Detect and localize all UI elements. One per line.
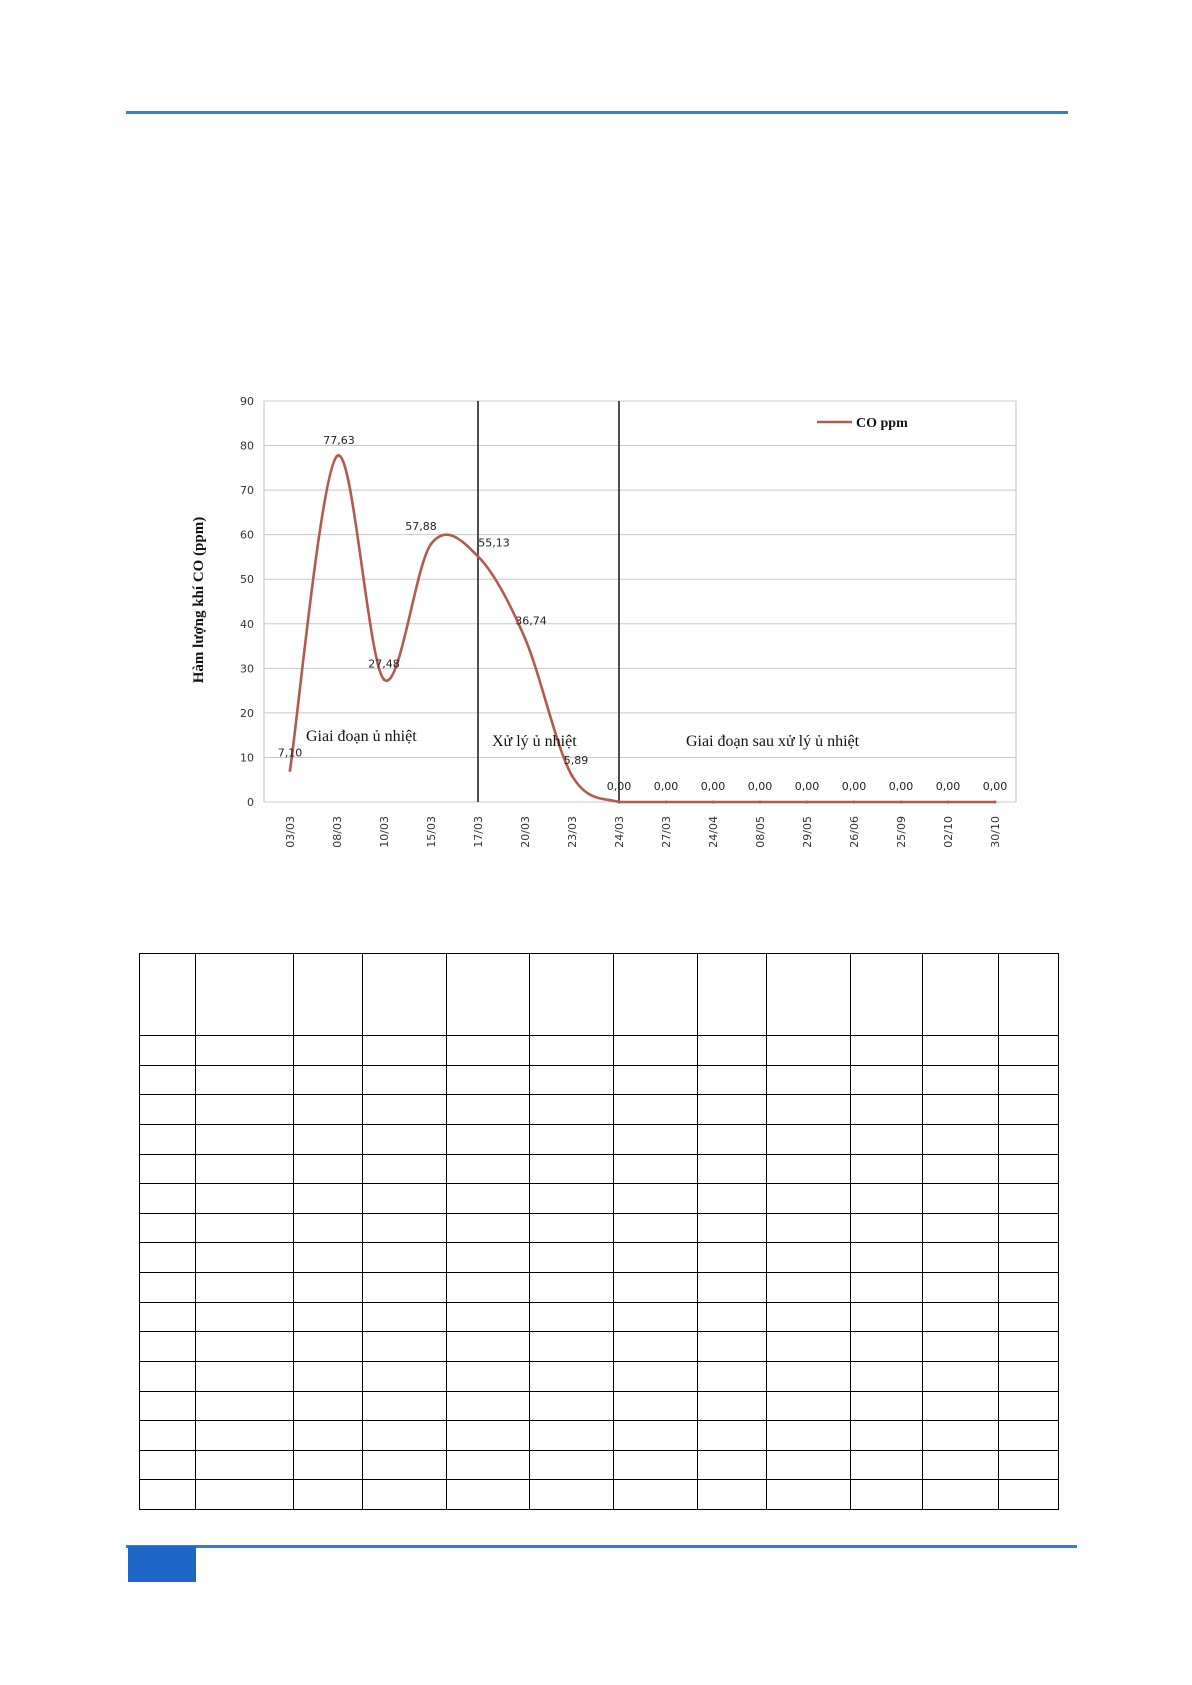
table-cell — [851, 1065, 923, 1095]
table-cell — [294, 1361, 363, 1391]
data-point — [994, 801, 997, 804]
table-cell — [530, 1095, 614, 1125]
x-tick-label: 08/05 — [754, 816, 767, 848]
y-tick-label: 50 — [240, 573, 254, 587]
table-cell — [447, 1065, 530, 1095]
table-cell — [363, 1273, 447, 1303]
table-cell — [530, 1184, 614, 1214]
table-cell — [447, 1095, 530, 1125]
x-tick-label: 08/03 — [331, 816, 344, 848]
table-cell — [767, 1184, 851, 1214]
data-label: 0,00 — [653, 780, 679, 793]
table-cell — [923, 1213, 999, 1243]
table-cell — [923, 1243, 999, 1273]
table-cell — [851, 1273, 923, 1303]
table-cell — [923, 1421, 999, 1451]
x-tick-label: 17/03 — [472, 816, 485, 848]
y-tick-label: 30 — [240, 662, 254, 676]
table-cell — [447, 1302, 530, 1332]
y-tick-label: 20 — [240, 706, 254, 720]
table-cell — [530, 1361, 614, 1391]
page-number-tab — [128, 1546, 196, 1582]
table-row — [140, 1124, 1059, 1154]
data-label: 0,00 — [606, 780, 632, 793]
table-cell — [923, 1302, 999, 1332]
x-tick-label: 25/09 — [895, 816, 908, 848]
table-cell — [530, 1243, 614, 1273]
table-cell — [851, 1095, 923, 1125]
series-line-co — [290, 455, 995, 802]
table-cell — [140, 1332, 196, 1362]
table-cell — [363, 1065, 447, 1095]
table-cell — [999, 1154, 1059, 1184]
table-cell — [363, 1124, 447, 1154]
table-cell — [447, 1213, 530, 1243]
legend-label: CO ppm — [856, 416, 908, 431]
table-cell — [447, 1273, 530, 1303]
table-row — [140, 1184, 1059, 1214]
data-point — [430, 543, 433, 546]
y-tick-label: 80 — [240, 439, 254, 453]
table-cell — [140, 1184, 196, 1214]
table-cell — [698, 1361, 767, 1391]
table-cell — [614, 1421, 698, 1451]
table-cell — [294, 1095, 363, 1125]
table-row — [140, 1391, 1059, 1421]
table-cell — [294, 1184, 363, 1214]
table-cell — [363, 1421, 447, 1451]
data-point — [571, 774, 574, 777]
table-row — [140, 1065, 1059, 1095]
table-row — [140, 1154, 1059, 1184]
x-tick-label: 03/03 — [284, 816, 297, 848]
table-cell — [999, 1480, 1059, 1510]
table-cell — [447, 1154, 530, 1184]
table-cell — [196, 1124, 294, 1154]
data-point — [947, 801, 950, 804]
table-row — [140, 1036, 1059, 1066]
table-cell — [698, 1421, 767, 1451]
table-cell — [614, 1243, 698, 1273]
table-cell — [140, 1036, 196, 1066]
table-cell — [851, 1124, 923, 1154]
table-cell — [851, 1154, 923, 1184]
table-cell — [294, 1302, 363, 1332]
table-cell — [851, 1243, 923, 1273]
table-cell — [530, 1421, 614, 1451]
table-cell — [363, 1154, 447, 1184]
table-cell — [999, 1450, 1059, 1480]
table-cell — [923, 1480, 999, 1510]
table-cell — [698, 1154, 767, 1184]
data-point — [477, 555, 480, 558]
table-cell — [698, 1243, 767, 1273]
table-cell — [923, 1036, 999, 1066]
data-label: 0,00 — [935, 780, 961, 793]
x-tick-label: 15/03 — [425, 816, 438, 848]
table-cell — [363, 1332, 447, 1362]
table-cell — [614, 1184, 698, 1214]
table-cell — [196, 1361, 294, 1391]
table-cell — [767, 1124, 851, 1154]
table-cell — [698, 1184, 767, 1214]
table-cell — [447, 1480, 530, 1510]
data-label: 7,10 — [277, 746, 303, 760]
table-cell — [447, 1036, 530, 1066]
table-cell — [294, 1391, 363, 1421]
table-cell — [363, 1036, 447, 1066]
table-cell — [196, 1065, 294, 1095]
table-cell — [614, 1332, 698, 1362]
phase-label-post-treatment: Giai đoạn sau xử lý ủ nhiệt — [686, 733, 860, 750]
table-cell — [999, 1302, 1059, 1332]
data-label: 0,00 — [747, 780, 773, 793]
table-cell — [614, 1273, 698, 1303]
data-label: 36,74 — [515, 614, 547, 628]
table-cell — [923, 1332, 999, 1362]
table-cell — [698, 1302, 767, 1332]
data-point — [853, 801, 856, 804]
table-cell — [196, 1036, 294, 1066]
table-row — [140, 1273, 1059, 1303]
table-cell — [999, 1065, 1059, 1095]
table-cell — [196, 1450, 294, 1480]
table-cell — [851, 1036, 923, 1066]
data-label: 77,63 — [323, 434, 355, 448]
table-cell — [851, 1213, 923, 1243]
table-cell — [447, 1450, 530, 1480]
data-label: 0,00 — [982, 780, 1008, 793]
x-tick-label: 30/10 — [989, 816, 1002, 848]
table-cell — [294, 1243, 363, 1273]
table-cell — [698, 1480, 767, 1510]
table-cell — [196, 1332, 294, 1362]
table-cell — [140, 1243, 196, 1273]
table-row — [140, 1480, 1059, 1510]
table-cell — [614, 1154, 698, 1184]
table-cell — [196, 1213, 294, 1243]
table-cell — [447, 1361, 530, 1391]
table-cell — [698, 1391, 767, 1421]
table-cell — [851, 1480, 923, 1510]
data-point — [712, 801, 715, 804]
table-cell — [140, 1391, 196, 1421]
table-cell — [530, 1213, 614, 1243]
table-cell — [196, 954, 294, 1036]
table-cell — [923, 1391, 999, 1421]
table-cell — [923, 1450, 999, 1480]
table-cell — [363, 1302, 447, 1332]
table-cell — [447, 1332, 530, 1362]
x-tick-label: 24/03 — [613, 816, 626, 848]
table-cell — [698, 1273, 767, 1303]
table-cell — [999, 1184, 1059, 1214]
table-cell — [140, 1450, 196, 1480]
table-cell — [140, 1124, 196, 1154]
y-tick-label: 60 — [240, 528, 254, 542]
table-cell — [851, 1184, 923, 1214]
table-row — [140, 1450, 1059, 1480]
table-cell — [530, 1154, 614, 1184]
table-row — [140, 1095, 1059, 1125]
table-cell — [767, 1450, 851, 1480]
table-cell — [530, 1124, 614, 1154]
table-cell — [999, 1421, 1059, 1451]
table-cell — [447, 1184, 530, 1214]
data-label: 0,00 — [700, 780, 726, 793]
table-cell — [447, 954, 530, 1036]
table-cell — [363, 1450, 447, 1480]
table-cell — [851, 1332, 923, 1362]
table-cell — [294, 1421, 363, 1451]
table-cell — [614, 1391, 698, 1421]
table-cell — [923, 1065, 999, 1095]
table-cell — [614, 1450, 698, 1480]
table-cell — [363, 1243, 447, 1273]
data-point — [289, 769, 292, 772]
table-cell — [698, 1450, 767, 1480]
table-cell — [530, 1065, 614, 1095]
table-cell — [923, 1095, 999, 1125]
table-cell — [294, 1273, 363, 1303]
table-cell — [530, 1036, 614, 1066]
x-tick-label: 23/03 — [566, 816, 579, 848]
table-cell — [851, 1302, 923, 1332]
table-cell — [614, 1213, 698, 1243]
table-cell — [294, 1065, 363, 1095]
table-cell — [923, 1361, 999, 1391]
table-cell — [614, 1124, 698, 1154]
table-cell — [294, 1154, 363, 1184]
table-cell — [698, 1065, 767, 1095]
data-label: 27,48 — [368, 657, 400, 671]
table-cell — [363, 1480, 447, 1510]
data-point — [900, 801, 903, 804]
table-cell — [999, 954, 1059, 1036]
table-cell — [999, 1391, 1059, 1421]
table-cell — [196, 1184, 294, 1214]
table-cell — [447, 1391, 530, 1421]
table-cell — [294, 1480, 363, 1510]
data-point — [383, 678, 386, 681]
table-cell — [767, 1095, 851, 1125]
table-cell — [614, 1302, 698, 1332]
table-cell — [140, 1213, 196, 1243]
table-cell — [999, 1213, 1059, 1243]
table-row — [140, 1361, 1059, 1391]
table-cell — [923, 1154, 999, 1184]
table-row — [140, 1243, 1059, 1273]
table-cell — [999, 1243, 1059, 1273]
table-cell — [530, 1450, 614, 1480]
table-cell — [196, 1421, 294, 1451]
data-label: 0,00 — [841, 780, 867, 793]
y-tick-label: 40 — [240, 617, 254, 631]
table-cell — [530, 954, 614, 1036]
table-row — [140, 1213, 1059, 1243]
table-cell — [999, 1036, 1059, 1066]
table-cell — [851, 1391, 923, 1421]
table-cell — [294, 954, 363, 1036]
table-cell — [140, 1361, 196, 1391]
table-row — [140, 1421, 1059, 1451]
table-cell — [140, 1154, 196, 1184]
table-cell — [614, 1095, 698, 1125]
table-cell — [447, 1243, 530, 1273]
y-tick-label: 70 — [240, 484, 254, 498]
table-cell — [294, 1213, 363, 1243]
phase-label-treatment: Xử lý ủ nhiệt — [492, 733, 577, 750]
table-cell — [140, 1480, 196, 1510]
table-cell — [767, 1243, 851, 1273]
y-axis-title: Hàm lượng khí CO (ppm) — [191, 516, 207, 684]
table-cell — [767, 1213, 851, 1243]
table-cell — [767, 1332, 851, 1362]
table-cell — [196, 1302, 294, 1332]
table-cell — [294, 1332, 363, 1362]
table-cell — [698, 1213, 767, 1243]
table-cell — [923, 954, 999, 1036]
data-point — [665, 801, 668, 804]
table-cell — [698, 954, 767, 1036]
data-point — [806, 801, 809, 804]
table-header-row — [140, 954, 1059, 1036]
table-cell — [698, 1124, 767, 1154]
table-cell — [999, 1361, 1059, 1391]
data-point — [618, 801, 621, 804]
x-tick-label: 02/10 — [942, 816, 955, 848]
table-cell — [767, 1036, 851, 1066]
table-cell — [999, 1124, 1059, 1154]
table-cell — [363, 1095, 447, 1125]
table-cell — [140, 1095, 196, 1125]
table-cell — [614, 954, 698, 1036]
table-cell — [851, 1450, 923, 1480]
table-cell — [140, 1273, 196, 1303]
table-cell — [851, 1361, 923, 1391]
table-cell — [767, 1065, 851, 1095]
table-cell — [196, 1095, 294, 1125]
table-cell — [196, 1391, 294, 1421]
table-cell — [767, 1302, 851, 1332]
table-cell — [851, 1421, 923, 1451]
table-cell — [530, 1480, 614, 1510]
x-tick-label: 10/03 — [378, 816, 391, 848]
table-cell — [196, 1154, 294, 1184]
table-cell — [530, 1332, 614, 1362]
y-tick-label: 90 — [240, 395, 254, 408]
data-label: 0,00 — [794, 780, 820, 793]
table-cell — [294, 1036, 363, 1066]
x-tick-label: 29/05 — [801, 816, 814, 848]
table-cell — [999, 1332, 1059, 1362]
x-tick-label: 26/06 — [848, 816, 861, 848]
table-cell — [614, 1361, 698, 1391]
table-cell — [196, 1273, 294, 1303]
phase-label-incubation: Giai đoạn ủ nhiệt — [306, 728, 417, 745]
table-cell — [614, 1065, 698, 1095]
table-cell — [999, 1095, 1059, 1125]
table-cell — [140, 1421, 196, 1451]
table-cell — [767, 1391, 851, 1421]
table-cell — [698, 1036, 767, 1066]
data-label: 0,00 — [888, 780, 914, 793]
table-cell — [363, 1361, 447, 1391]
table-cell — [196, 1243, 294, 1273]
data-label: 55,13 — [478, 536, 510, 550]
data-point — [524, 637, 527, 640]
empty-data-table — [139, 953, 1059, 1510]
table-cell — [140, 1065, 196, 1095]
table-cell — [614, 1480, 698, 1510]
data-point — [336, 455, 339, 458]
table-cell — [923, 1184, 999, 1214]
table-cell — [767, 1421, 851, 1451]
table-cell — [140, 954, 196, 1036]
table-cell — [767, 1154, 851, 1184]
y-tick-label: 10 — [240, 751, 254, 765]
table-cell — [294, 1450, 363, 1480]
table-cell — [698, 1095, 767, 1125]
table-row — [140, 1302, 1059, 1332]
table-cell — [447, 1124, 530, 1154]
table-row — [140, 1332, 1059, 1362]
x-tick-label: 20/03 — [519, 816, 532, 848]
table-cell — [767, 954, 851, 1036]
table-cell — [767, 1480, 851, 1510]
table-cell — [614, 1036, 698, 1066]
table-cell — [530, 1302, 614, 1332]
table-cell — [196, 1480, 294, 1510]
table-cell — [363, 1213, 447, 1243]
data-label: 57,88 — [405, 520, 437, 534]
table-cell — [923, 1273, 999, 1303]
x-tick-label: 24/04 — [707, 816, 720, 848]
table-cell — [530, 1273, 614, 1303]
data-point — [759, 801, 762, 804]
table-cell — [363, 1391, 447, 1421]
table-cell — [923, 1124, 999, 1154]
table-cell — [447, 1421, 530, 1451]
y-tick-label: 0 — [247, 796, 254, 809]
table-cell — [294, 1124, 363, 1154]
table-cell — [530, 1391, 614, 1421]
table-cell — [851, 954, 923, 1036]
data-label: 5,89 — [563, 753, 589, 767]
table-cell — [767, 1273, 851, 1303]
table-cell — [698, 1332, 767, 1362]
x-tick-label: 27/03 — [660, 816, 673, 848]
table-cell — [363, 1184, 447, 1214]
table-cell — [140, 1302, 196, 1332]
table-cell — [999, 1273, 1059, 1303]
footer-rule — [126, 1545, 1077, 1548]
table-cell — [767, 1361, 851, 1391]
table-cell — [363, 954, 447, 1036]
